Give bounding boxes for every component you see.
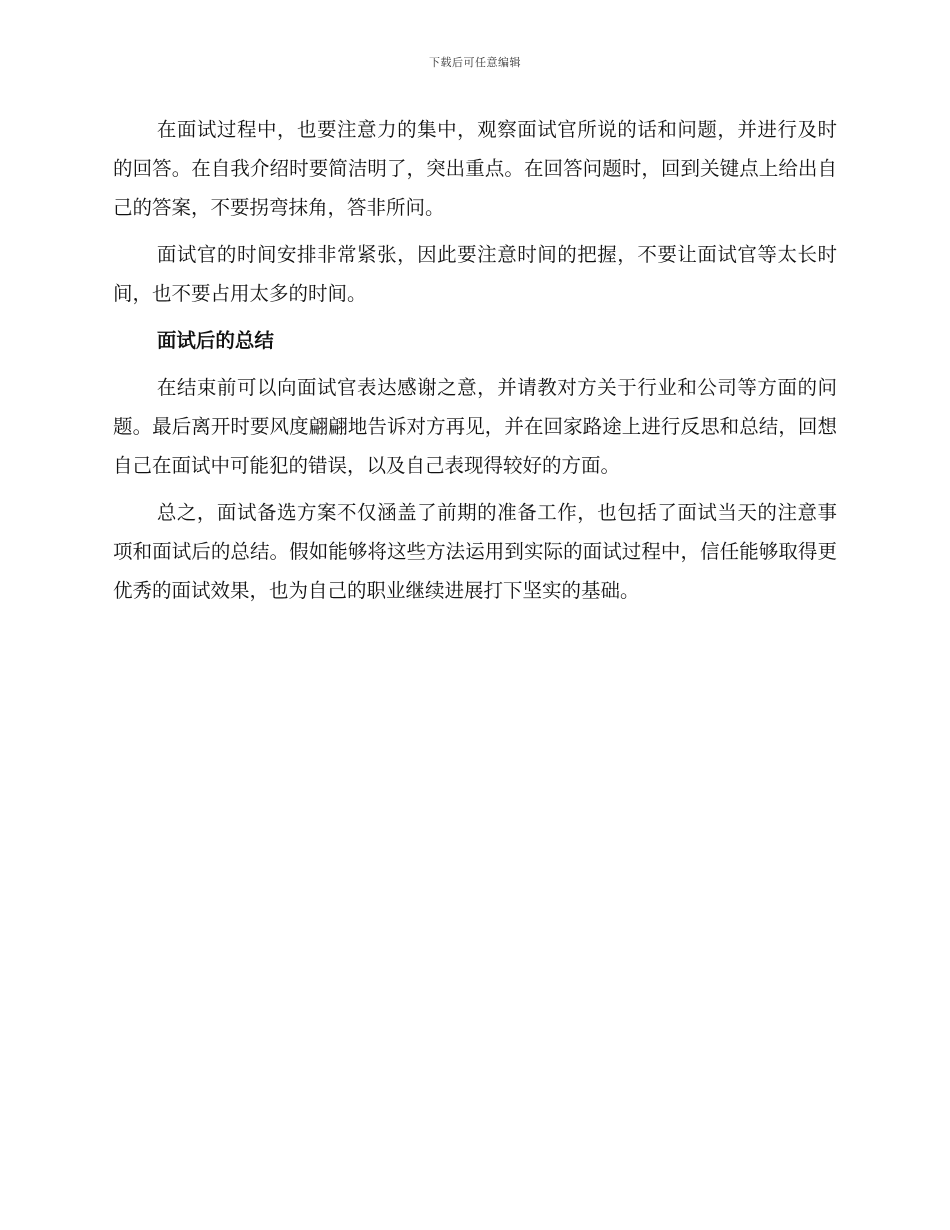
section-heading-post-interview-summary: 面试后的总结 <box>156 329 274 352</box>
paragraph-conclusion: 总之，面试备选方案不仅涵盖了前期的准备工作，也包括了面试当天的注意事项和面试后的总结。假如能够将这些方法运用到实际的面试过程中，信任能够取得更优秀的面试效果，也为自己的职业继续进展打下坚实的基础。 <box>113 501 837 602</box>
paragraph-attention-during-interview: 在面试过程中，也要注意力的集中，观察面试官所说的话和问题，并进行及时的回答。在自我介绍时要简洁明了，突出重点。在回答问题时，回到关键点上给出自己的答案，不要拐弯抹角，答非所问。 <box>113 118 837 219</box>
page-header: 下载后可任意编辑 <box>429 56 521 69</box>
paragraph-thanks-and-reflection: 在结束前可以向面试官表达感谢之意，并请教对方关于行业和公司等方面的问题。最后离开时要风度翩翩地告诉对方再见，并在回家路途上进行反思和总结，回想自己在面试中可能犯的错误，以及自己表现得较好的方面。 <box>113 376 837 477</box>
paragraph-time-management: 面试官的时间安排非常紧张，因此要注意时间的把握，不要让面试官等太长时间，也不要占用太多的时间。 <box>113 243 837 305</box>
document-body <box>113 110 837 618</box>
